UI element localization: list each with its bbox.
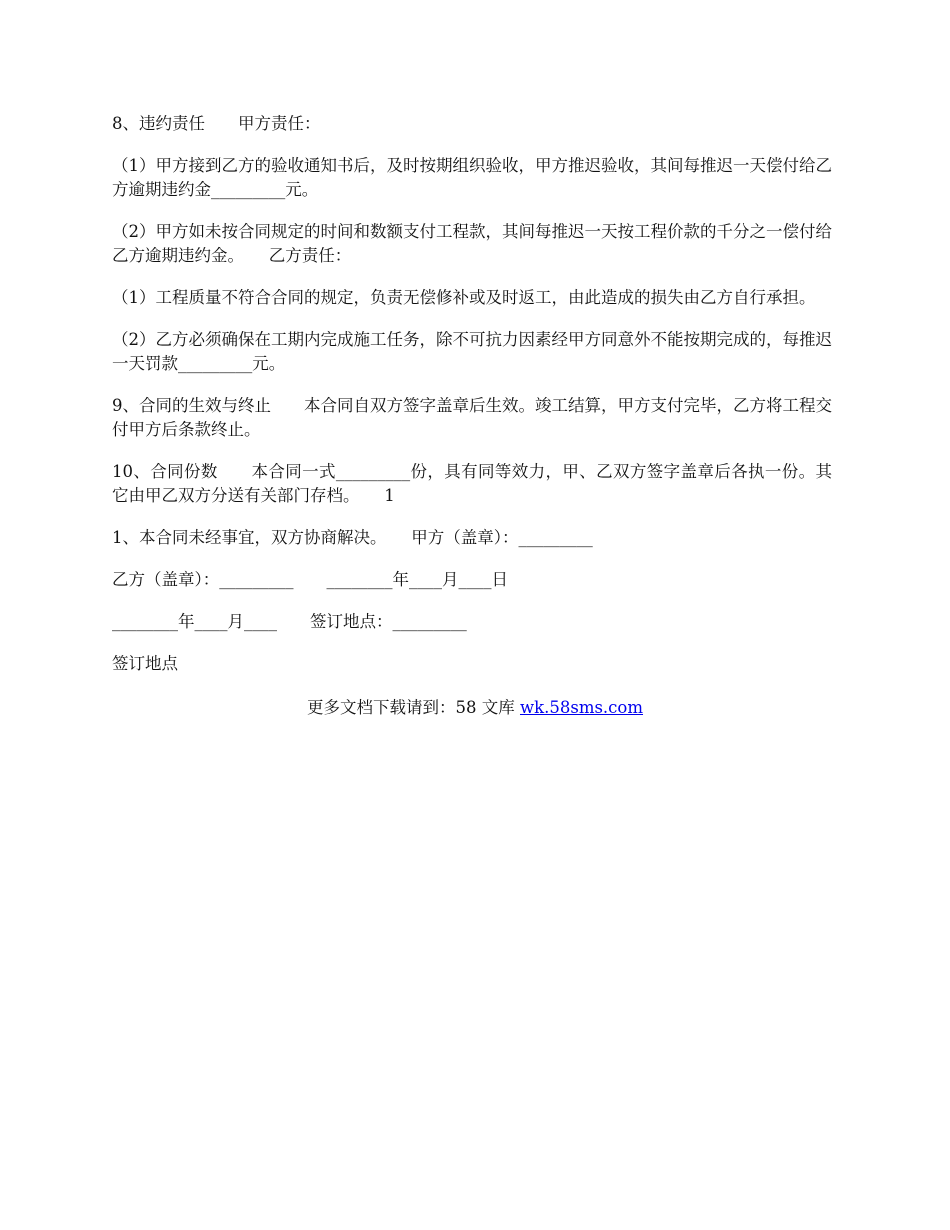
- signature-date-place: ________年____月____ 签订地点：_________: [112, 612, 467, 631]
- signing-place-label: 签订地点: [112, 654, 178, 673]
- section-effect-termination: 9、合同的生效与终止 本合同自双方签字盖章后生效。竣工结算，甲方支付完毕，乙方将工程交付甲方后条款终止。: [112, 396, 832, 439]
- clause-party-b-quality: （1）工程质量不符合合同的规定，负责无偿修补或及时返工，由此造成的损失由乙方自行承担。: [112, 288, 816, 307]
- footer-link[interactable]: wk.58sms.com: [519, 698, 643, 717]
- clause-party-a-payment: （2）甲方如未按合同规定的时间和数额支付工程款，其间每推迟一天按工程价款的千分之一偿付给乙方逾期违约金。 乙方责任：: [112, 222, 832, 265]
- footer-prefix: 更多文档下载请到：58 文库: [306, 698, 520, 717]
- clause-party-b-schedule: （2）乙方必须确保在工期内完成施工任务，除不可抗力因素经甲方同意外不能按期完成的，每推迟一天罚款_________元。: [112, 330, 832, 373]
- document-body: [112, 112, 832, 694]
- footer-download-note: [0, 696, 950, 720]
- signature-party-b: 乙方（盖章）：_________ ________年____月____日: [112, 570, 508, 589]
- section-breach-liability: 8、违约责任 甲方责任：: [112, 114, 321, 133]
- section-copies: 10、合同份数 本合同一式_________份，具有同等效力，甲、乙双方签字盖章后各执一份。其它由甲乙双方分送有关部门存档。 1: [112, 462, 832, 505]
- clause-party-a-inspection: （1）甲方接到乙方的验收通知书后，及时按期组织验收，甲方推迟验收，其间每推迟一天偿付给乙方逾期违约金_________元。: [112, 156, 832, 199]
- clause-unresolved-matters: 1、本合同未经事宜，双方协商解决。 甲方（盖章）：_________: [112, 528, 593, 547]
